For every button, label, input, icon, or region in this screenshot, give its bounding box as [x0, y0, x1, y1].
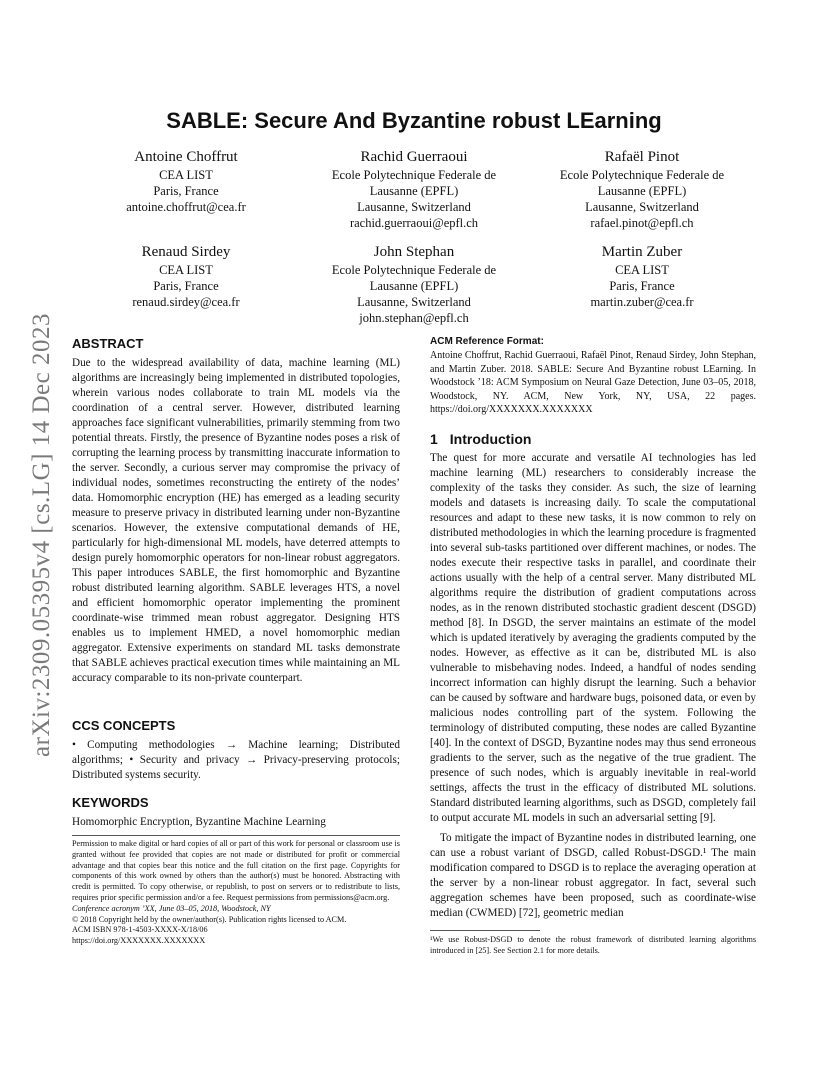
copyright-line: © 2018 Copyright held by the owner/author(s). Publication rights licensed to ACM. — [72, 914, 347, 924]
author-email[interactable]: rachid.guerraoui@epfl.ch — [349, 216, 479, 230]
author-block — [72, 148, 756, 326]
author-affiliation: Ecole Polytechnique Federale de — [559, 168, 725, 182]
author-name: Martin Zuber — [601, 244, 683, 260]
author-affiliation: CEA LIST — [159, 168, 213, 182]
section-number: 1 — [430, 430, 438, 447]
acm-reference-text: Antoine Choffrut, Rachid Guerraoui, Rafaël Pinot, Renaud Sirdey, John Stephan, and Martin Zuber. 2018. SABLE: Secure And Byzantine robust LEarning. In Woodstock ’18: ACM Symposium on Neural Gaze Detection, June 03–05, 2018, Woodstock, NY. ACM, New York, NY, USA, 22 pages. https://doi.org/XXXXXXX.XXXXXXX — [430, 350, 756, 415]
paper-title: SABLE: Secure And Byzantine robust LEarning — [166, 108, 662, 133]
author-location: Paris, France — [609, 279, 675, 293]
author-name: Renaud Sirdey — [141, 244, 231, 260]
author-affiliation: CEA LIST — [159, 263, 213, 277]
permission-notice — [72, 839, 400, 947]
introduction-paragraph: The quest for more accurate and versatile AI technologies has led machine learning (ML) researchers to considerably increase the complexity of the tasks they consider. As such, the size of learning models and datasets is increasing daily. To scale the computational resources and adapt to these new tasks, it is now common to rely on distributed methodologies in which the learning procedure is fragmented into several sub-tasks partitioned over different machines, or nodes. The nodes execute their respective tasks in parallel, and coordinate their actions usually with the help of a central server. Many distributed ML algorithms require the distribution of gradient computations across nodes, as in the renown distributed stochastic gradient descent (DSGD) method [8]. In DSGD, the server maintains an estimate of the model which is updated iteratively by averaging the gradients computed by the nodes. However, as effective as it can be, distributed ML is also vulnerable to misbehaving nodes. Indeed, a handful of nodes sending incorrect information can highly disrupt the learning. Such a behavior can be caused by software and hardware bugs, poisoned data, or even by malicious nodes controlling part of the system. Following the terminology of distributed computing, these nodes are called Byzantine [40]. In the context of DSGD, Byzantine nodes may thus send erroneous gradients to the server, such as the negative of the true gradient. The presence of such nodes, which is arguably inevitable in real-world settings, affects the trust in the efficacy of distributed ML solutions. Standard distributed learning algorithms, such as DSGD, completely fail to output accurate ML models in such an adversarial setting [9]. — [430, 451, 756, 824]
author-location: Lausanne, Switzerland — [585, 200, 699, 214]
permission-text: Permission to make digital or hard copies of all or part of this work for personal or classroom use is granted without fee provided that copies are not made or distributed for profit or commercial advantage and that copies bear this notice and the full citation on the first page. Copyrights for components of this work owned by others than the author(s) must be honored. Abstracting with credit is permitted. To copy otherwise, or republish, to post on servers or to redistribute to lists, requires prior specific permission and/or a fee. Request permissions from permissions@acm.org. — [72, 839, 400, 902]
author-affiliation: Ecole Polytechnique Federale de — [331, 168, 497, 182]
left-column — [72, 336, 400, 830]
author-affiliation: CEA LIST — [615, 263, 669, 277]
footnote-divider — [430, 930, 540, 931]
author-email[interactable]: rafael.pinot@epfl.ch — [590, 216, 694, 230]
arxiv-identifier-text: arXiv:2309.05395v4 [cs.LG] 14 Dec 2023 — [28, 313, 56, 757]
author — [72, 243, 300, 326]
conference-line: Conference acronym ’XX, June 03–05, 2018, Woodstock, NY — [72, 903, 271, 913]
isbn-line: ACM ISBN 978-1-4503-XXXX-X/18/06 — [72, 925, 208, 935]
author-email[interactable]: renaud.sirdey@cea.fr — [132, 295, 240, 309]
author-affiliation: Lausanne (EPFL) — [369, 279, 459, 293]
abstract-text: Due to the widespread availability of data, machine learning (ML) algorithms are increasingly being implemented in distributed topologies, wherein various nodes collaborate to train ML models via the coordination of a central server. However, distributed learning approaches face significant vulnerabilities, primarily stemming from two potential threats. Firstly, the presence of Byzantine nodes poses a risk of corrupting the learning process by transmitting inaccurate information to the server. Secondly, a curious server may compromise the privacy of individual nodes, sometimes reconstructing the entirety of the nodes’ data. Homomorphic encryption (HE) has emerged as a leading security measure to preserve privacy in distributed learning under non-Byzantine scenarios. However, the extensive computational demands of HE, particularly for high-dimensional ML models, have deterred attempts to design purely homomorphic operators for non-linear robust aggregators. This paper introduces SABLE, the first homomorphic and Byzantine robust distributed learning algorithm. SABLE leverages HTS, a novel and efficient homomorphic operator implementing the prominent coordinate-wise trimmed mean robust aggregator. Designing HTS enables us to implement HMED, a novel homomorphic median aggregator. Extensive experiments on standard ML tasks demonstrate that SABLE achieves practical execution times while maintaining an ML accuracy comparable to its non-private counterpart. — [72, 357, 400, 684]
author — [300, 243, 528, 326]
author-email[interactable]: martin.zuber@cea.fr — [590, 295, 694, 309]
keywords-heading: KEYWORDS — [72, 795, 149, 810]
author-name: Antoine Choffrut — [134, 149, 238, 165]
keywords-text: Homomorphic Encryption, Byzantine Machine Learning — [72, 816, 326, 828]
author-affiliation: Ecole Polytechnique Federale de — [331, 263, 497, 277]
author-name: John Stephan — [373, 244, 455, 260]
author-name: Rachid Guerraoui — [360, 149, 468, 165]
author — [528, 243, 756, 326]
arxiv-identifier — [22, 300, 62, 770]
author-location: Lausanne, Switzerland — [357, 200, 471, 214]
author — [72, 148, 300, 231]
author — [300, 148, 528, 231]
author-name: Rafaël Pinot — [604, 149, 680, 165]
author-email[interactable]: john.stephan@epfl.ch — [359, 311, 469, 325]
author-location: Paris, France — [153, 184, 219, 198]
permission-divider — [72, 835, 400, 836]
right-column — [430, 336, 756, 919]
ccs-text: • Computing methodologies → Machine learning; Distributed algorithms; • Security and privacy → Privacy-preserving protocols; Distributed systems security. — [72, 739, 400, 781]
doi-link[interactable]: https://doi.org/XXXXXXX.XXXXXXX — [72, 936, 206, 946]
author-affiliation: Lausanne (EPFL) — [369, 184, 459, 198]
introduction-paragraph: To mitigate the impact of Byzantine nodes in distributed learning, one can use a robust variant of DSGD, called Robust-DSGD.¹ The main modification compared to DSGD is to replace the averaging operation at the server by a non-linear robust aggregator. In fact, several such aggregation schemes have been proposed, such as coordinate-wise median (CWMED) [72], geometric median — [430, 831, 756, 919]
acm-reference-heading: ACM Reference Format: — [430, 336, 544, 347]
abstract-heading: ABSTRACT — [72, 336, 144, 351]
author-location: Lausanne, Switzerland — [357, 295, 471, 309]
introduction-heading — [430, 431, 756, 447]
author — [528, 148, 756, 231]
footnote: ¹We use Robust-DSGD to denote the robust framework of distributed learning algorithms introduced in [25]. See Section 2.1 for more details. — [430, 935, 756, 955]
author-affiliation: Lausanne (EPFL) — [597, 184, 687, 198]
ccs-heading: CCS CONCEPTS — [72, 718, 176, 733]
author-email[interactable]: antoine.choffrut@cea.fr — [126, 200, 246, 214]
author-location: Paris, France — [153, 279, 219, 293]
section-title: Introduction — [449, 430, 532, 447]
